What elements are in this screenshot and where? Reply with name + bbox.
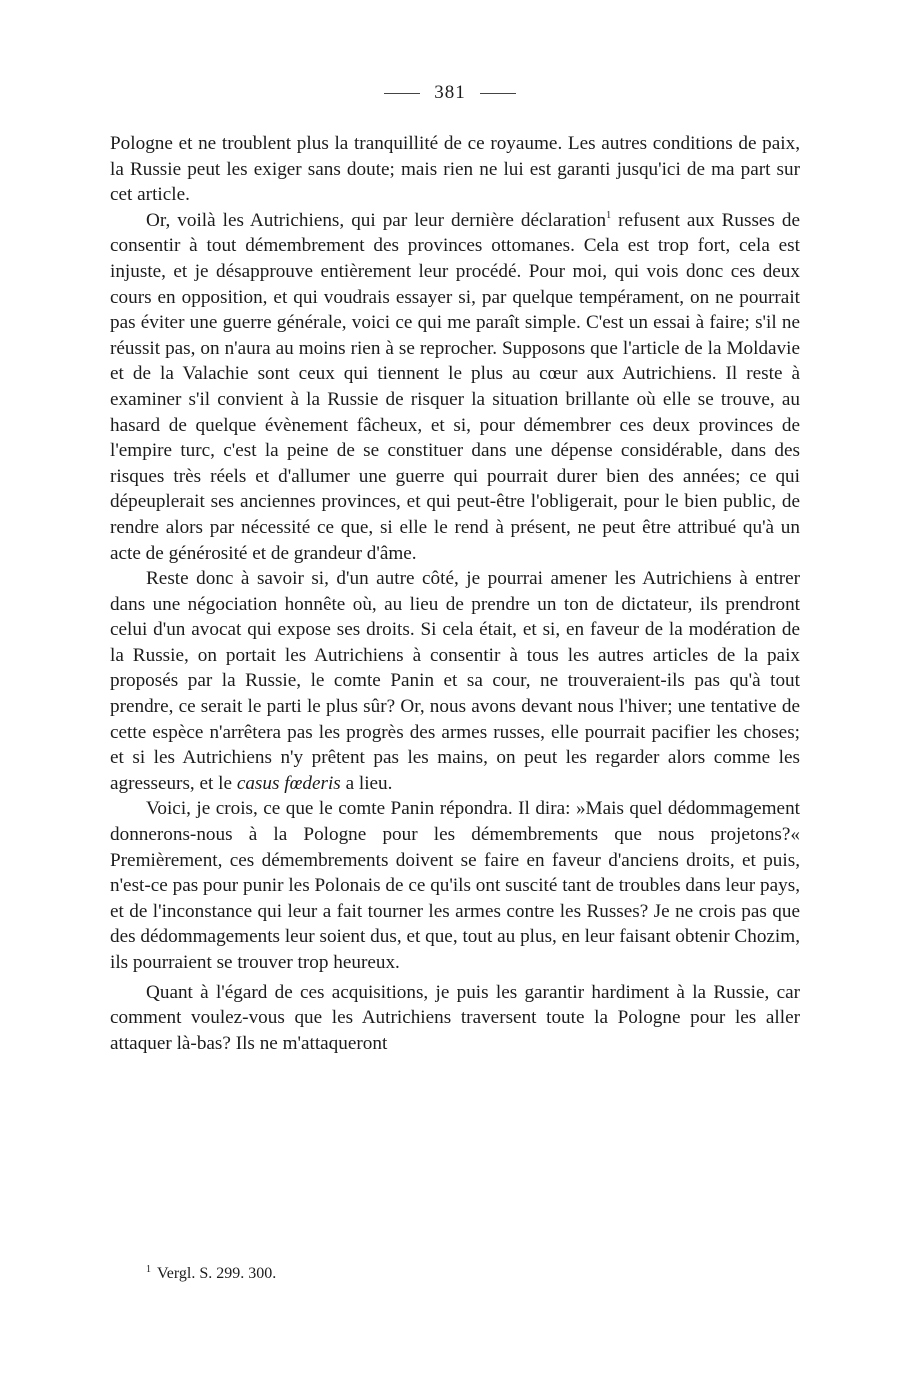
page-body (110, 131, 800, 1056)
italic-term: casus fœderis (236, 772, 341, 794)
paragraph-autrichiens (110, 208, 800, 566)
footnote-text: Vergl. S. 299. 300. (157, 1265, 277, 1282)
paragraph-reste-donc (110, 566, 800, 796)
paragraph-acquisitions: Quant à l'égard de ces acquisitions, je puis les garantir hardiment à la Russie, car comment voulez-vous que les Autrichiens traversent toute la Pologne pour les aller attaquer là-bas? Ils ne m'attaqueront (110, 981, 800, 1054)
paragraph-continuation: Pologne et ne troublent plus la tranquillité de ce royaume. Les autres conditions de paix, la Russie peut les exiger sans doute; mais rien ne lui est garanti jusqu'ici de ma part sur cet article. (110, 133, 800, 206)
paragraph-text: refusent aux Russes de consentir à tout démembrement des provinces ottomanes. Cela est trop fort, cela est injuste, et je désapprouve entièrement leur procédé. Pour moi, qui vois donc ces deux cours en opposition, et qui voudrais essayer si, par quelque tempérament, on ne pourrait pas éviter une guerre générale, voici ce qui me paraît simple. C'est un essai à faire; s'il ne réussit pas, on n'aura au moins rien à se reprocher. Supposons que l'article de la Moldavie et de la Valachie sont ceux qui tiennent le plus au cœur aux Autrichiens. Il reste à examiner s'il convient à la Russie de risquer la situation brillante où elle se trouve, au hasard de quelque évènement fâcheux, et si, pour démembrer ces deux provinces de l'empire turc, c'est la peine de se constituer dans une dépense considérable, dans des risques très réels et d'allumer une guerre qui pourrait durer bien des années; ce qui dépeuplerait ses anciennes provinces, et qui peut-être l'obligerait, pour le bien public, de rendre alors par nécessité ce que, si elle le rend à présent, ne peut être attribué qu'à un acte de générosité et de grandeur d'âme. (110, 209, 801, 564)
paragraph-text: Or, voilà les Autrichiens, qui par leur dernière déclaration (146, 209, 607, 231)
header-rule-left (384, 93, 420, 94)
page-number: 381 (434, 82, 466, 103)
footnote-mark: 1 (146, 1264, 151, 1275)
header-rule-right (480, 93, 516, 94)
page-header (0, 82, 900, 104)
paragraph-panin: Voici, je crois, ce que le comte Panin répondra. Il dira: »Mais quel dédommagement donnerons-nous à la Pologne pour les démembrements que nous projetons?« Premièrement, ces démembrements doivent se faire en faveur d'anciens droits, et puis, n'est-ce pas pour punir les Polonais de ce qu'ils ont suscité tant de troubles dans leur pays, et de l'inconstance qui leur a fait tourner les armes contre les Russes? Je ne crois pas que des dédommagements leur soient dus, et que, tout au plus, en leur faisant obtenir Chozim, ils pourraient se trouver trop heureux. (110, 798, 800, 973)
footnote-reference[interactable]: 1 (606, 209, 612, 221)
paragraph-text: a lieu. (340, 772, 393, 794)
footnote (146, 1265, 276, 1283)
paragraph-text: Reste donc à savoir si, d'un autre côté, je pourrai amener les Autrichiens à entrer dans une négociation honnête où, au lieu de prendre un ton de dictateur, ils prendront celui d'un avocat qui expose ses droits. Si cela était, et si, en faveur de la modération de la Russie, on portait les Autrichiens à consentir à tous les autres articles de la paix proposés par la Russie, le comte Panin et sa cour, ne trouveraient-ils pas qu'à tout prendre, ce serait le parti le plus sûr? Or, nous avons devant nous l'hiver; une tentative de cette espèce n'arrêtera pas les progrès des armes russes, elle pourrait pacifier les choses; et si les Autrichiens n'y prêtent pas les mains, on peut les regarder alors comme les agresseurs, et le (110, 568, 800, 794)
